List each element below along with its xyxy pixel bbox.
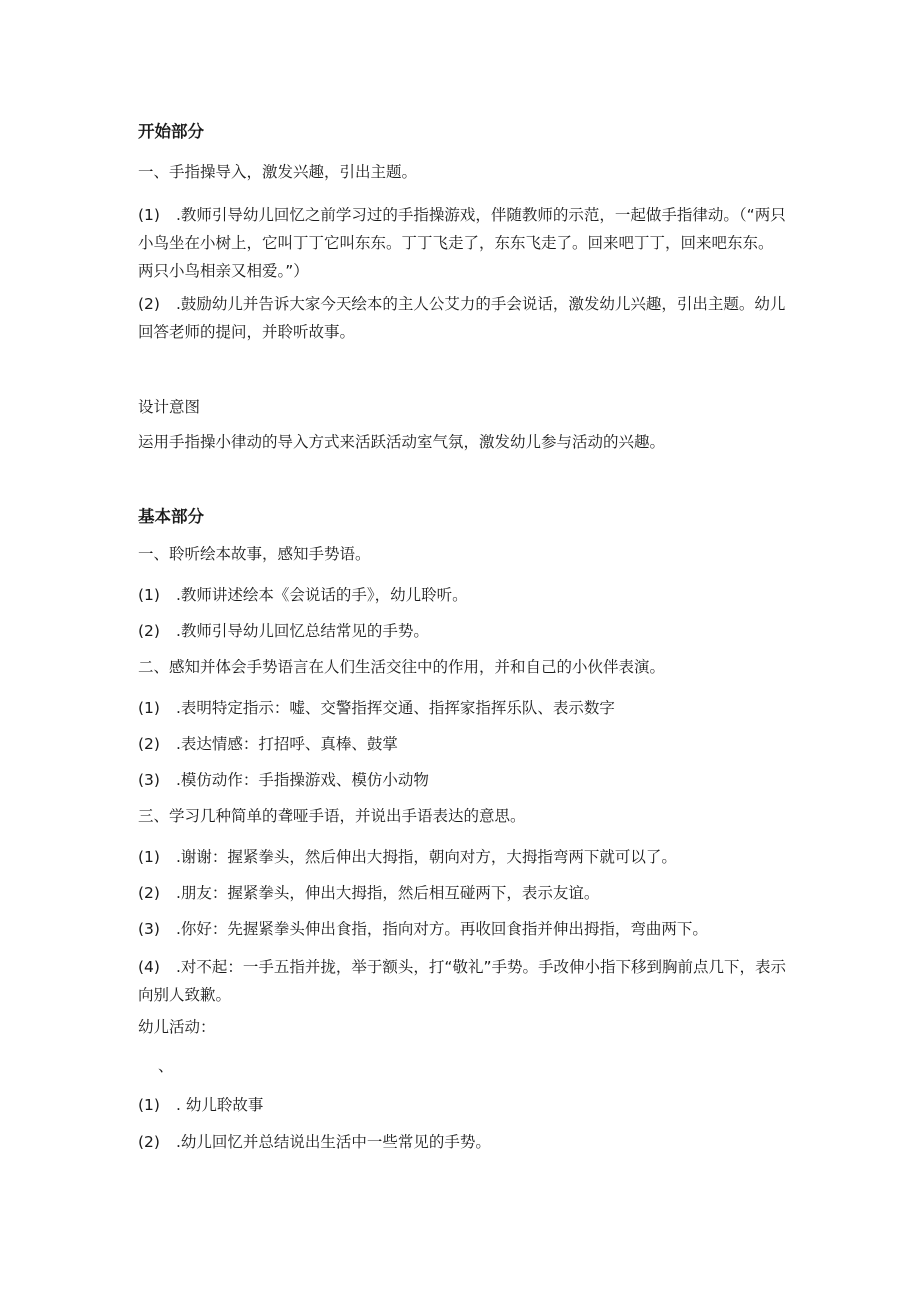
item-text: .谢谢：握紧拳头，然后伸出大拇指，朝向对方，大拇指弯两下就可以了。 (176, 848, 677, 866)
activity-heading: 幼儿活动： (138, 1018, 216, 1036)
item-number: (3) (138, 920, 160, 938)
item-number: (2) (138, 735, 160, 753)
item-text: .朋友：握紧拳头，伸出大拇指，然后相互碰两下，表示友谊。 (176, 884, 600, 902)
item-number: (1) (138, 206, 160, 224)
section-heading-start: 开始部分 (138, 122, 204, 141)
item-number: (2) (138, 1133, 160, 1151)
list-item (138, 1128, 788, 1156)
list-item: 一、聆听绘本故事，感知手势语。 (138, 545, 371, 563)
list-item: 二、感知并体会手势语言在人们生活交往中的作用，并和自己的小伙伴表演。 (138, 658, 666, 676)
list-item (138, 581, 788, 609)
list-mark: 、 (158, 1057, 174, 1075)
item-number: (3) (138, 771, 160, 789)
item-text: .鼓励幼儿并告诉大家今天绘本的主人公艾力的手会说话，激发幼儿兴趣，引出主题。幼儿回答老师的提问，并聆听故事。 (138, 295, 786, 341)
item-text: .你好：先握紧拳头伸出食指，指向对方。再收回食指并伸出拇指，弯曲两下。 (176, 920, 708, 938)
list-item: 一、手指操导入，激发兴趣，引出主题。 (138, 163, 418, 181)
section-heading-basic: 基本部分 (138, 507, 204, 526)
item-number: (1) (138, 586, 160, 604)
list-item (138, 1091, 788, 1119)
item-text: .表达情感：打招呼、真棒、鼓掌 (176, 735, 398, 753)
list-item (138, 201, 788, 285)
item-number: (4) (138, 958, 160, 976)
list-item: 三、学习几种简单的聋哑手语，并说出手语表达的意思。 (138, 807, 526, 825)
item-number: (2) (138, 295, 160, 313)
list-item (138, 694, 788, 722)
list-item (138, 879, 788, 907)
item-number: (1) (138, 848, 160, 866)
list-item (138, 953, 788, 1009)
item-number: (2) (138, 884, 160, 902)
item-number: (1) (138, 699, 160, 717)
item-number: (2) (138, 622, 160, 640)
list-item (138, 290, 788, 346)
list-item (138, 843, 788, 871)
design-intent-text: 运用手指操小律动的导入方式来活跃活动室气氛，激发幼儿参与活动的兴趣。 (138, 433, 666, 451)
item-text: .教师讲述绘本《会说话的手》，幼儿聆听。 (176, 586, 468, 604)
list-item (138, 915, 788, 943)
item-text: .对不起：一手五指并拢，举于额头，打“敬礼”手势。手改伸小指下移到胸前点几下，表示向别人致歉。 (138, 958, 786, 1004)
list-item (138, 617, 788, 645)
item-text: . 幼儿聆故事 (176, 1096, 264, 1114)
item-text: .教师引导幼儿回忆之前学习过的手指操游戏，伴随教师的示范，一起做手指律动。（“两只小鸟坐在小树上，它叫丁丁它叫东东。丁丁飞走了，东东飞走了。回来吧丁丁，回来吧东东。两只小鸟相亲又相爱。”） (138, 206, 786, 280)
item-text: .模仿动作：手指操游戏、模仿小动物 (176, 771, 429, 789)
list-item (138, 730, 788, 758)
design-intent-heading: 设计意图 (138, 398, 201, 416)
item-number: (1) (138, 1096, 160, 1114)
item-text: .教师引导幼儿回忆总结常见的手势。 (176, 622, 429, 640)
item-text: .幼儿回忆并总结说出生活中一些常见的手势。 (176, 1133, 491, 1151)
item-text: .表明特定指示：嘘、交警指挥交通、指挥家指挥乐队、表示数字 (176, 699, 615, 717)
list-item (138, 766, 788, 794)
